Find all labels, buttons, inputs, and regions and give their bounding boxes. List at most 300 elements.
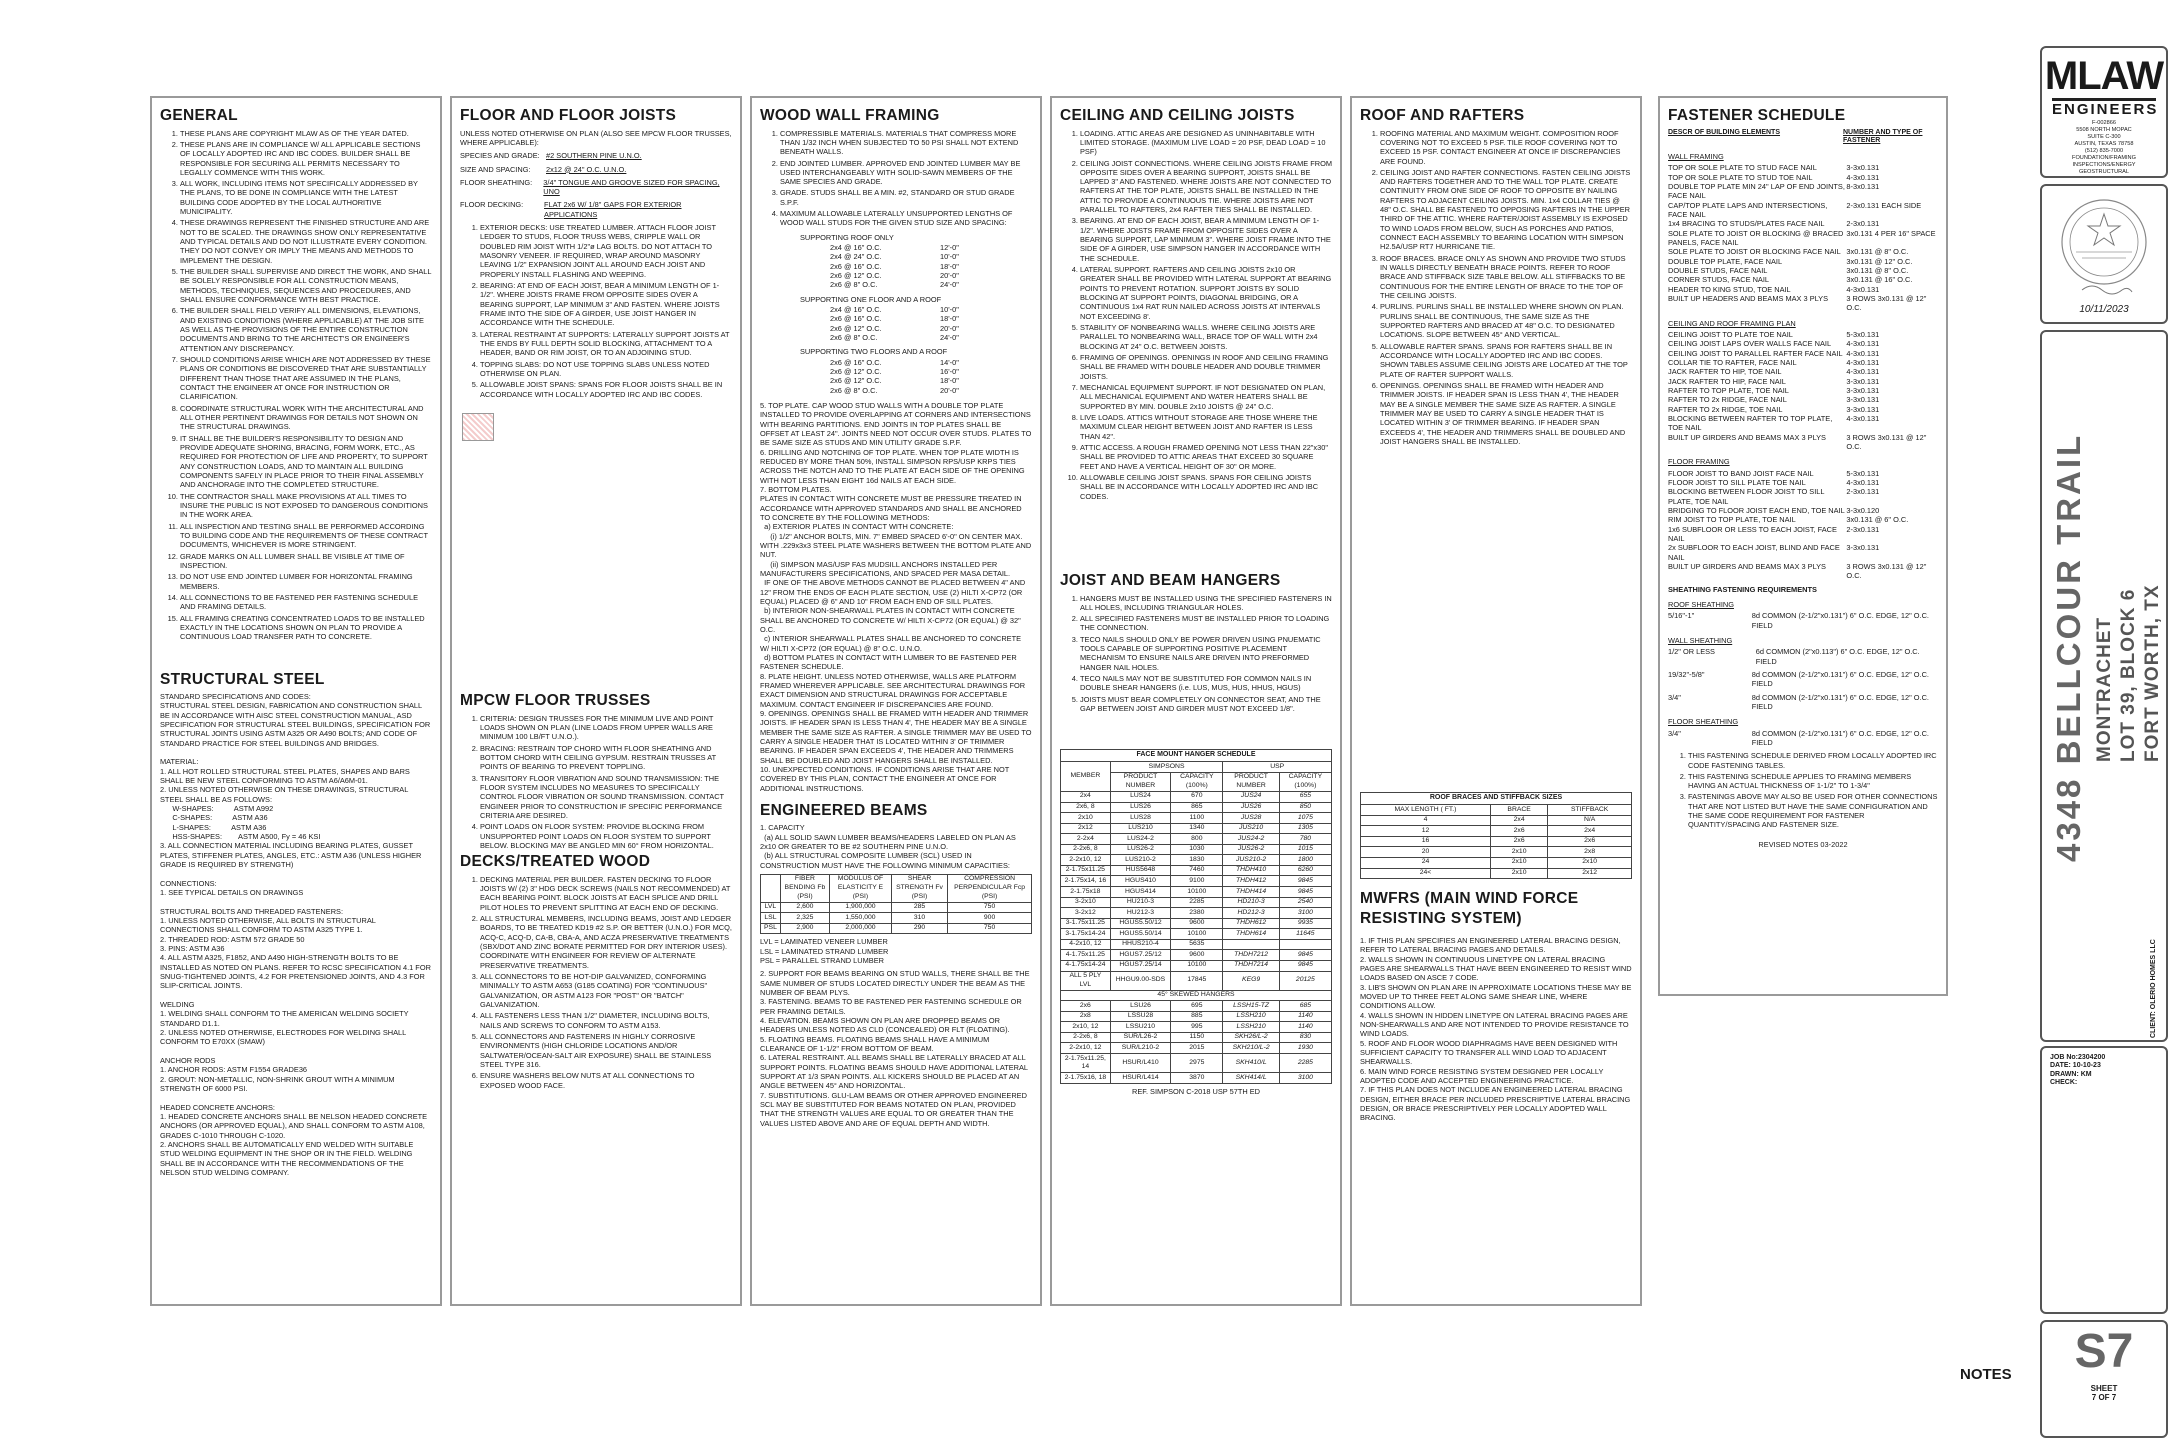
hanger-cell: 3870 xyxy=(1171,1073,1223,1084)
fastener-row xyxy=(1668,257,1938,266)
hanger-cell: HU210-3 xyxy=(1110,897,1171,908)
scl-cell: 750 xyxy=(948,902,1032,913)
general-note: 1. THESE PLANS ARE COPYRIGHT MLAW AS OF THE YEAR DATED. xyxy=(180,129,432,138)
mpcw-note: 2. BRACING: RESTRAIN TOP CHORD WITH FLOOR SHEATHING AND BOTTOM CHORD WITH CEILING GYPSUM. RESTRAIN TRUSSES AT POINTS OF BEARING TO PREVENT TOPPLING. xyxy=(480,744,732,772)
scl-capacity-table xyxy=(760,874,1032,934)
ceiling-note: 6. FRAMING OF OPENINGS. OPENINGS IN ROOF AND CEILING FRAMING SHALL BE FRAMED WITH DOUBLE HEADER AND DOUBLE TRIMMER JOISTS. xyxy=(1080,353,1332,381)
hanger-cell: HUS5648 xyxy=(1110,865,1171,876)
general-column xyxy=(150,96,442,1306)
general-note: 13. DO NOT USE END JOINTED LUMBER FOR HORIZONTAL FRAMING MEMBERS. xyxy=(180,572,432,591)
hanger-cell: HGUS5.50/12 xyxy=(1110,918,1171,929)
hanger-cell: 655 xyxy=(1279,791,1331,802)
floor-spec-row xyxy=(460,200,732,219)
hanger-cell: 865 xyxy=(1171,802,1223,813)
sheathing-nailing: 8d COMMON (2-1/2"x0.131") 6" O.C. EDGE, 12" O.C. FIELD xyxy=(1751,728,1929,747)
hanger-cell: 2015 xyxy=(1171,1043,1223,1054)
fastener-column xyxy=(1658,96,1948,996)
hanger-cell: 9845 xyxy=(1279,960,1331,971)
roof-note: 5. ALLOWABLE RAFTER SPANS. SPANS FOR RAFTERS SHALL BE IN ACCORDANCE WITH LOCALLY ADOPTED IRC AND IBC CODES. SHOWN TABLES ASSUME CEILING JOISTS ARE LOCATED AT THE TOP PLATE OF RAFTER SUPPORT WALLS. xyxy=(1380,342,1632,379)
ceiling-note: 2. CEILING JOIST CONNECTIONS. WHERE CEILING JOISTS FRAME FROM OPPOSITE SIDES OVER A BEARING SUPPORT, JOISTS SHALL BE LAPPED 3" AND FASTENED. WHERE JOISTS ARE NOT CONNECTED TO RAFTERS AT THE TOP PLATE, JOISTS SHALL BE INSTALLED IN THE ATTIC TO PROVIDE A CONTINUOUS TIE. WHERE JOISTS ARE NOT PARALLEL TO RAFTERS, 2x4 RAFTER TIES SHALL BE INSTALLED. xyxy=(1080,159,1332,215)
brace-cell: 2x12 xyxy=(1548,868,1632,879)
job-date: DATE: 10-10-23 xyxy=(2050,1062,2101,1070)
hanger-col-usp: USP xyxy=(1223,762,1332,773)
fastener-note: 1. THIS FASTENING SCHEDULE DERIVED FROM LOCALLY ADOPTED IRC CODE FASTENING TABLES. xyxy=(1688,751,1938,770)
hanger-row xyxy=(1061,865,1332,876)
decks-note: 2. ALL STRUCTURAL MEMBERS, INCLUDING BEAMS, JOIST AND LEDGER BOARDS, TO BE TREATED KD19 #2 S.P. OR BETTER (U.N.O.) FOR MCQ, ACQ-C, ACQ-D, CA-B, CBA-A, AND ACZA PRESERVATIVE TREATMENTS (SBX/DOT AND ZINC BORATE PERMITTED FOR DRY INTERIOR USES). COORDINATE WITH ENGINEER FOR REVIEW OF ALTERNATE PRESERVATIVE TREATMENTS. xyxy=(480,914,732,970)
sheathing-nailing: 8d COMMON (2-1/2"x0.131") 6" O.C. EDGE, 12" O.C. FIELD xyxy=(1751,669,1929,689)
general-note: 8. COORDINATE STRUCTURAL WORK WITH THE ARCHITECTURAL AND ALL OTHER PERTINENT DRAWINGS FOR DETAILS NOT SHOWN ON THE STRUCTURAL DRAWINGS. xyxy=(180,404,432,432)
project-address: 4348 BELLCOUR TRAIL xyxy=(2050,432,2087,862)
sheet-number: S7 xyxy=(2074,1325,2134,1378)
sheathing-thickness: 19/32"-5/8" xyxy=(1668,669,1705,679)
fastener-descr: DOUBLE STUDS, FACE NAIL xyxy=(1668,266,1768,276)
hanger-cell: 1015 xyxy=(1279,844,1331,855)
floor-spec-row xyxy=(460,178,732,197)
hanger-cell: LSSH15-TZ xyxy=(1223,1001,1279,1012)
hanger-cell: 885 xyxy=(1171,1011,1223,1022)
stud-row xyxy=(830,386,1032,395)
logo-block xyxy=(2040,46,2168,178)
scl-cell: 750 xyxy=(948,923,1032,934)
hanger-cell: 2-1.75x11.25, 14 xyxy=(1061,1054,1111,1073)
hanger-subhead: CAPACITY (100%) xyxy=(1171,772,1223,791)
hanger-subhead: PRODUCT NUMBER xyxy=(1110,772,1171,791)
hanger-skew-row xyxy=(1061,1054,1332,1073)
hanger-cell: THDH7212 xyxy=(1223,950,1279,961)
fastener-row xyxy=(1668,469,1938,478)
fastener-row xyxy=(1668,506,1938,515)
hanger-row xyxy=(1061,918,1332,929)
hanger-cell: 2-2x6, 8 xyxy=(1061,1032,1111,1043)
fastener-col-descr: DESCR OF BUILDING ELEMENTS xyxy=(1668,128,1781,136)
project-city: FORT WORTH, TX xyxy=(2142,584,2163,762)
hanger-cell: HSUR/L414 xyxy=(1110,1073,1171,1084)
hanger-cell: SKH414/L xyxy=(1223,1073,1279,1084)
brace-cell: 2x4 xyxy=(1548,826,1632,837)
hanger-cell: 1830 xyxy=(1171,855,1223,866)
hanger-cell: 1930 xyxy=(1279,1043,1331,1054)
fastener-spec: 4-3x0.131 xyxy=(1846,477,1880,487)
hanger-cell: 6260 xyxy=(1279,865,1331,876)
fastener-row xyxy=(1668,294,1938,313)
hanger-cell: HGUS7.25/12 xyxy=(1110,950,1171,961)
fastener-row xyxy=(1668,367,1938,376)
hanger-cell: 995 xyxy=(1171,1022,1223,1033)
stud-row xyxy=(830,358,1032,367)
fastener-schedule xyxy=(1668,152,1938,580)
hanger-cell: 2975 xyxy=(1171,1054,1223,1073)
sheathing-thickness: 3/4" xyxy=(1668,692,1681,702)
decks-note: 1. DECKING MATERIAL PER BUILDER. FASTEN DECKING TO FLOOR JOISTS W/ (2) 3" HDG DECK SCREWS (NAILS NOT RECOMMENDED) AT EACH BEARING POINT. BLOCK JOISTS AT EACH SPLICE AND DRILL PILOT HOLES TO PREVENT SPLITTING AT EACH END OF DECKING. xyxy=(480,875,732,912)
hanger-reference: REF. SIMPSON C-2018 USP 57TH ED xyxy=(1131,1086,1260,1096)
decks-note: 6. ENSURE WASHERS BELOW NUTS AT ALL CONNECTIONS TO EXPOSED WOOD FACE. xyxy=(480,1071,732,1090)
hanger-subhead: PRODUCT NUMBER xyxy=(1223,772,1279,791)
hanger-cell: 10100 xyxy=(1171,887,1223,898)
ceiling-note: 4. LATERAL SUPPORT. RAFTERS AND CEILING JOISTS 2x10 OR GREATER SHALL BE PROVIDED WITH LATERAL SUPPORT AT BEARING POINTS TO PREVENT ROTATION. SUPPORT JOISTS BY SOLID BLOCKING AT SUPPORT POINTS, DIAGONAL BRIDGING, OR A CONTINUOUS 1x4 RAT RUN NAILED ACROSS JOISTS AT INTERVALS NOT EXCEEDING 8'. xyxy=(1080,265,1332,321)
fastener-row xyxy=(1668,266,1938,275)
hanger-cell: 1100 xyxy=(1171,813,1223,824)
floor-spec-value: FLAT 2x6 W/ 1/8" GAPS FOR EXTERIOR APPLICATIONS xyxy=(544,200,682,219)
floor-spec-label: SIZE AND SPACING: xyxy=(460,164,531,174)
fastener-descr: HEADER TO KING STUD, TOE NAIL xyxy=(1668,284,1791,294)
stud-row xyxy=(830,252,1032,261)
hanger-cell: 2x10, 12 xyxy=(1061,1022,1111,1033)
wood-note: 3. GRADE. STUDS SHALL BE A MIN. #2, STANDARD OR STUD GRADE S.P.F. xyxy=(780,188,1032,207)
fastener-title: FASTENER SCHEDULE xyxy=(1668,107,1846,124)
mwfrs-body: 1. IF THIS PLAN SPECIFIES AN ENGINEERED LATERAL BRACING DESIGN, REFER TO LATERAL BRACING PAGES AND DETAILS. 2. WALLS SHOWN IN CONTINUOUS LINETYPE ON LATERAL BRACING PAGES ARE SHEARWALLS THAT HAVE BEEN ENGINEERED TO RESIST WIND LOADS BASED ON ASCE 7 CODE. 3. LIB'S SHOWN ON PLAN ARE IN APPROXIMATE LOCATIONS THESE MAY BE MOVED UP TO THREE FEET ALONG SAME SHEAR LINE, WHERE CONDITIONS ALLOW. 4. WALLS SHOWN IN HIDDEN LINETYPE ON LATERAL BRACING PAGES ARE NON-SHEARWALLS AND ARE NOT INTENDED TO PROVIDE RESISTANCE TO WIND LOADS. 5. ROOF AND FLOOR WOOD DIAPHRAGMS HAVE BEEN DESIGNED WITH SUFFICIENT CAPACITY TO TRANSFER ALL WIND LOAD TO ADJACENT SHEARWALLS. 6. MAIN WIND FORCE RESISTING SYSTEM DESIGNED PER LOCALLY ADOPTED CODE AND ACCEPTED ENGINEERING PRACTICE. 7. IF THIS PLAN DOES NOT INCLUDE AN ENGINEERED LATERAL BRACING DESIGN, EITHER BRACE PER INCLUDED PRESCRIPTIVE LATERAL BRACING DESIGN, OR BRACE PRESCRIPTIVELY PER LOCALLY ADOPTED WALL BRACING. xyxy=(1360,936,1632,1123)
wood-body: 5. TOP PLATE. CAP WOOD STUD WALLS WITH A DOUBLE TOP PLATE INSTALLED TO PROVIDE OVERLAPPING AT CORNERS AND INTERSECTIONS WITH BEARING PARTITIONS. END JOINTS IN TOP PLATES SHALL BE OFFSET AT LEAST 24". JOINTS NEED NOT OCCUR OVER STUDS. PLATES TO BE SAME SIZE AS STUDS AND MIN UTILITY GRADE S.P.F. 6. DRILLING AND NOTCHING OF TOP PLATE. WHEN TOP PLATE WIDTH IS REDUCED BY MORE THAN 50%, INSTALL SIMPSON RPS/USP KRPS TIES ACROSS THE NOTCH AND TO THE PLATE AT EACH SIDE OF THE OPENING WITH NOT LESS THAN EIGHT 16d NAILS AT EACH SIDE. 7. BOTTOM PLATES. PLATES IN CONTACT WITH CONCRETE MUST BE PRESSURE TREATED IN ACCORDANCE WITH APPROVED STANDARDS AND SHALL BE ANCHORED TO CONCRETE BY THE FOLLOWING METHODS: a) EXTERIOR PLATES IN CONTACT WITH CONCRETE: (i) 1/2" ANCHOR BOLTS, MIN. 7" EMBED SPACED 6'-0" ON CENTER MAX. WITH .229x3x3 STEEL PLATE WASHERS BETWEEN THE BOTTOM PLATE AND NUT. (ii) SIMPSON MAS/USP FAS MUDSILL ANCHORS INSTALLED PER MANUFACTURERS SPECIFICATIONS, AND SPACED PER MASA DETAIL. IF ONE OF THE ABOVE METHODS CANNOT BE PLACED BETWEEN 4" AND 12" FROM THE ENDS OF EACH PLATE SECTION, USE (2) HILTI X-CP72 (OR EQUAL) PLACED @ 6" AND 10" FROM EACH END OF SILL PLATES. b) INTERIOR NON-SHEARWALL PLATES IN CONTACT WITH CONCRETE SHALL BE ANCHORED TO CONCRETE W/ HILTI X-CP72 (OR EQUAL) @ 32" O.C. c) INTERIOR SHEARWALL PLATES SHALL BE ANCHORED TO CONCRETE W/ HILTI X-CP72 (OR EQUAL) @ 8" O.C. U.N.O. d) BOTTOM PLATES IN CONTACT WITH LUMBER TO BE FASTENED PER FASTENER SCHEDULE. 8. PLATE HEIGHT. UNLESS NOTED OTHERWISE, WALLS ARE PLATFORM FRAMED WHEREVER APPLICABLE. SEE ARCHITECTURAL DRAWINGS FOR EXACT DIMENSION AND STRUCTURAL DRAWINGS FOR ACCEPTABLE MAXIMUM. CONTACT ENGINEER IF DISCREPANCIES ARE FOUND. 9. OPENINGS. OPENINGS SHALL BE FRAMED WITH HEADER AND TRIMMER JOISTS. IF HEADER SPAN IS LESS THAN 4', THE HEADER MAY BE A SINGLE MEMBER THE SAME SIZE AS RAFTER. A SINGLE TRIMMER MAY BE USED TO CARRY A SINGLE HEADER THAT IS LOCATED WITHIN 3' OF TRIMMER BEARING. IF HEADER SPAN EXCEEDS 4', THE HEADER AND TRIMMERS SHALL BE DOUBLED AND JOIST HANGERS SHALL BE INSTALLED. 10. UNEXPECTED CONDITIONS. IF CONDITIONS ARISE THAT ARE NOT COVERED BY THIS PLAN, CONTACT THE ENGINEER AT ONCE FOR ADDITIONAL INSTRUCTIONS. xyxy=(760,401,1032,793)
floor-spec-value: 3/4" TONGUE AND GROOVE SIZED FOR SPACING, UNO xyxy=(543,177,720,197)
hanger-cell: JUS24-2 xyxy=(1223,834,1279,845)
decks-note: 3. ALL CONNECTORS TO BE HOT-DIP GALVANIZED, CONFORMING MINIMALLY TO ASTM A653 (G185 COATING) FOR "CONTINUOUS" GALVANIZATION, OR ASTM A123 FOR "POST" OR "BATCH" GALVANIZATION. xyxy=(480,972,732,1009)
fastener-spec: 3-3x0.131 xyxy=(1846,404,1880,414)
hanger-cell: THDH7214 xyxy=(1223,960,1279,971)
stud-size: 2x6 @ 8" O.C. xyxy=(830,333,878,343)
stud-row xyxy=(830,324,1032,333)
roof-column xyxy=(1350,96,1642,1306)
general-note: 6. THE BUILDER SHALL FIELD VERIFY ALL DIMENSIONS, ELEVATIONS, AND EXISTING CONDITIONS (WHERE APPLICABLE) AT THE JOB SITE AS WELL AS THE PROVISIONS OF THE ENTIRE CONSTRUCTION DOCUMENTS AND BRING TO THE ARCHITECT'S OR ENGINEER'S ATTENTION ANY DISCREPANCY. xyxy=(180,306,432,353)
project-block xyxy=(2040,330,2168,1042)
sheathing-row xyxy=(1668,647,1938,666)
ceiling-note: 1. LOADING. ATTIC AREAS ARE DESIGNED AS UNINHABITABLE WITH LIMITED STORAGE. (MAXIMUM LIVE LOAD = 20 PSF, DEAD LOAD = 10 PSF) xyxy=(1080,129,1332,157)
stud-row xyxy=(830,262,1032,271)
fastener-row xyxy=(1668,349,1938,358)
hanger-cell: LSU26 xyxy=(1110,1001,1171,1012)
hanger-cell: 2x4 xyxy=(1061,791,1111,802)
hanger-cell: SUR/L26-2 xyxy=(1110,1032,1171,1043)
hanger-cell: 9100 xyxy=(1171,876,1223,887)
stud-size: 2x6 @ 12" O.C. xyxy=(830,323,882,333)
floor-notes xyxy=(460,223,732,399)
hanger-schedule-title: FACE MOUNT HANGER SCHEDULE xyxy=(1060,749,1332,761)
hanger-skew-header xyxy=(1061,990,1332,1001)
stud-size: 2x4 @ 16" O.C. xyxy=(830,305,882,315)
stud-height: 18'-0" xyxy=(940,261,959,271)
scl-cell: 1,550,000 xyxy=(830,913,892,924)
fastener-spec: 8-3x0.131 xyxy=(1846,182,1880,192)
job-drawn: DRAWN: KM xyxy=(2050,1070,2092,1078)
mpcw-title: MPCW FLOOR TRUSSES xyxy=(460,692,651,710)
fastener-spec: 3-3x0.131 xyxy=(1846,395,1880,405)
hanger-cell: HHGU9.00-SDS xyxy=(1110,971,1171,990)
stud-row xyxy=(830,271,1032,280)
hanger-row xyxy=(1061,802,1332,813)
hanger-cell: 1340 xyxy=(1171,823,1223,834)
fastener-descr: BRIDGING TO FLOOR JOIST EACH END, TOE NAIL xyxy=(1668,505,1845,515)
floor-spec-value: 2x12 @ 24" O.C. U.N.O. xyxy=(546,164,627,174)
brace-cell: 2x10 xyxy=(1490,868,1547,879)
hanger-skew-row xyxy=(1061,1032,1332,1043)
fastener-spec: 4-3x0.131 xyxy=(1846,358,1880,368)
hanger-cell: 4-2x10, 12 xyxy=(1061,939,1111,950)
fastener-row xyxy=(1668,330,1938,339)
fastener-row xyxy=(1668,562,1938,581)
hanger-cell xyxy=(1279,939,1331,950)
scl-cell: 2,600 xyxy=(780,902,829,913)
fastener-descr: BUILT UP HEADERS AND BEAMS MAX 3 PLYS xyxy=(1668,294,1829,304)
roof-title: ROOF AND RAFTERS xyxy=(1360,107,1525,124)
hanger-cell: 3-1.75x11.25 xyxy=(1061,918,1111,929)
hanger-skew-title: 45° SKEWED HANGERS xyxy=(1061,990,1332,1001)
brace-col-header: STIFFBACK xyxy=(1548,805,1632,816)
hanger-cell: 800 xyxy=(1171,834,1223,845)
hanger-cell: 2-2x10, 12 xyxy=(1061,855,1111,866)
hanger-cell: LUS24 xyxy=(1110,791,1171,802)
general-note: 5. THE BUILDER SHALL SUPERVISE AND DIRECT THE WORK, AND SHALL BE SOLELY RESPONSIBLE FOR ALL CONSTRUCTION MEANS, METHODS, TECHNIQUES, SEQUENCES AND PROCEDURES, AND SHALL ENSURE CONFORMANCE WITH BEST PRACTICE. xyxy=(180,267,432,304)
fastener-spec: 4-3x0.131 xyxy=(1846,284,1880,294)
mpcw-note: 3. TRANSITORY FLOOR VIBRATION AND SOUND TRANSMISSION: THE FLOOR SYSTEM INCLUDES NO MEASURES TO SPECIFICALLY CONTROL FLOOR VIBRATION OR SOUND TRANSMISSION. CONTACT ENGINEER PRIOR TO CONSTRUCTION IF SPECIFIC PERFORMANCE CRITERIA ARE DESIRED. xyxy=(480,774,732,821)
scl-cell: 2,900 xyxy=(780,923,829,934)
hanger-cell: 1140 xyxy=(1279,1022,1331,1033)
fastener-descr: BUILT UP GIRDERS AND BEAMS MAX 3 PLYS xyxy=(1668,561,1826,571)
hanger-cell: LSSU28 xyxy=(1110,1011,1171,1022)
hanger-cell: SKH210/L-2 xyxy=(1223,1043,1279,1054)
general-title: GENERAL xyxy=(160,107,238,124)
floor-title: FLOOR AND FLOOR JOISTS xyxy=(460,107,677,124)
fastener-spec: 5-3x0.131 xyxy=(1846,330,1880,340)
hanger-cell: 2-1.75x11.25 xyxy=(1061,865,1111,876)
hanger-cell: LSSH210 xyxy=(1223,1022,1279,1033)
fastener-descr: CAP/TOP PLATE LAPS AND INTERSECTIONS, FACE NAIL xyxy=(1668,200,1828,220)
fastener-spec: 2-3x0.131 xyxy=(1846,219,1880,229)
fastener-spec: 4-3x0.131 xyxy=(1846,367,1880,377)
stud-height: 24'-0" xyxy=(940,333,959,343)
scl-cell: 2,325 xyxy=(780,913,829,924)
fastener-spec: 3x0.131 4 PER 16" SPACE xyxy=(1846,228,1936,238)
fastener-descr: JACK RAFTER TO HIP, TOE NAIL xyxy=(1668,367,1782,377)
fastener-descr: CEILING JOIST TO PLATE TOE NAIL xyxy=(1668,330,1793,340)
hanger-cell: LUS26 xyxy=(1110,802,1171,813)
sheathing-nailing: 6d COMMON (2"x0.113") 6" O.C. EDGE, 12" O.C. FIELD xyxy=(1755,647,1920,666)
hanger-cell: 2540 xyxy=(1279,897,1331,908)
mpcw-note: 1. CRITERIA: DESIGN TRUSSES FOR THE MINIMUM LIVE AND POINT LOADS SHOWN ON PLAN (LINE LOADS FROM UPPER WALLS ARE MINIMUM 100 LB/FT U.N.O.). xyxy=(480,714,732,742)
fastener-descr: BUILT UP GIRDERS AND BEAMS MAX 3 PLYS xyxy=(1668,432,1826,442)
fastener-spec: 4-3x0.131 xyxy=(1846,348,1880,358)
stud-group-label: SUPPORTING ONE FLOOR AND A ROOF xyxy=(800,294,942,304)
hanger-cell: 10100 xyxy=(1171,960,1223,971)
hanger-cell: HHUS210-4 xyxy=(1110,939,1171,950)
ceiling-note: 3. BEARING. AT END OF EACH JOIST, BEAR A MINIMUM LENGTH OF 1-1/2". WHERE JOISTS FRAME FROM OPPOSITE SIDES OVER A BEARING SUPPORT, LAP MINIMUM 3". WHERE JOIST FRAME INTO THE SIDE OF A GIRDER, USE SIMPSON HANGER IN ACCORDANCE WITH THE SCHEDULE. xyxy=(1080,216,1332,263)
fastener-spec: 3x0.131 @ 8" O.C. xyxy=(1846,266,1909,276)
brace-cell: 20 xyxy=(1361,847,1491,858)
sheathing-row xyxy=(1668,611,1938,630)
brace-cell: 4 xyxy=(1361,815,1491,826)
sheathing-group-label: ROOF SHEATHING xyxy=(1668,599,1734,609)
client-name: CLIENT: OLERIO HOMES LLC xyxy=(2150,939,2157,1038)
fastener-spec: 4-3x0.131 xyxy=(1846,172,1880,182)
hanger-cell: 2285 xyxy=(1279,1054,1331,1073)
fastener-col-number: NUMBER AND TYPE OF FASTENER xyxy=(1843,128,1923,145)
stud-group-label: SUPPORTING ROOF ONLY xyxy=(800,232,894,242)
brace-row xyxy=(1361,826,1632,837)
structural-steel-body: STANDARD SPECIFICATIONS AND CODES: STRUCTURAL STEEL DESIGN, FABRICATION AND CONSTRUCTION SHALL BE IN ACCORDANCE WITH AISC STEEL CONSTRUCTION MANUAL, ASD SPECIFICATION FOR STRUCTURAL STEEL BUILDINGS, SPECIFICATION FOR STRUCTURAL JOINTS USING ASTM A325 OR A490 BOLTS; AND CODE OF STANDARD PRACTICE FOR STEEL BUILDINGS AND BRIDGES. MATERIAL: 1. ALL HOT ROLLED STRUCTURAL STEEL PLATES, SHAPES AND BARS SHALL BE NEW STEEL CONFORMING TO ASTM A6/A6M-01. 2. UNLESS NOTED OTHERWISE ON THESE DRAWINGS, STRUCTURAL STEEL SHALL BE AS FOLLOWS: W-SHAPES: ASTM A992 C-SHAPES: ASTM A36 L-SHAPES: ASTM A36 HSS-SHAPES: ASTM A500, Fy = 46 KSI 3. ALL CONNECTION MATERIAL INCLUDING BEARING PLATES, GUSSET PLATES, STIFFENER PLATES, ANGLES, ETC.: ASTM A36 (UNLESS HIGHER GRADE IS REQUIRED BY STRENGTH) CONNECTIONS: 1. SEE TYPICAL DETAILS ON DRAWINGS STRUCTURAL BOLTS AND THREADED FASTENERS: 1. UNLESS NOTED OTHERWISE, ALL BOLTS IN STRUCTURAL CONNECTIONS SHALL CONFORM TO ASTM A325 TYPE 1. 2. THREADED ROD: ASTM 572 GRADE 50 3. PINS: ASTM A36 4. ALL ASTM A325, F1852, AND A490 HIGH-STRENGTH BOLTS TO BE INSTALLED AS NOTED ON PLANS. REFER TO RCSC SPECIFICATION 4.1 FOR SNUG-TIGHTENED JOINTS, 4.2 FOR PRETENSIONED JOINTS, AND 4.3 FOR SLIP-CRITICAL JOINTS. WELDING 1. WELDING SHALL CONFORM TO THE AMERICAN WELDING SOCIETY STANDARD D1.1. 2. UNLESS NOTED OTHERWISE, ELECTRODES FOR WELDING SHALL CONFORM TO E70XX (SMAW) ANCHOR RODS 1. ANCHOR RODS: ASTM F1554 GRADE36 2. GROUT: NON-METALLIC, NON-SHRINK GROUT WITH A MINIMUM STRENGTH OF 6000 PSI. HEADED CONCRETE ANCHORS: 1. HEADED CONCRETE ANCHORS SHALL BE NELSON HEADED CONCRETE ANCHORS (OR APPROVED EQUAL), AND SHALL CONFORM TO ASTM A108, GRADES C-1010 THROUGH C-1020. 2. ANCHORS SHALL BE AUTOMATICALLY END WELDED WITH SUITABLE STUD WELDING EQUIPMENT IN THE SHOP OR IN THE FIELD. WELDING SHALL BE IN ACCORDANCE WITH THE RECOMMENDATIONS OF THE NELSON STUD WELDING COMPANY. xyxy=(160,692,431,1177)
floor-spec-label: FLOOR SHEATHING: xyxy=(460,177,533,187)
hanger-cell: 9845 xyxy=(1279,950,1331,961)
hanger-row xyxy=(1061,823,1332,834)
fastener-spec: 3-3x0.131 xyxy=(1846,163,1880,173)
stud-size: 2x6 @ 8" O.C. xyxy=(830,385,878,395)
fastener-row xyxy=(1668,543,1938,562)
fastener-spec: 3x0.131 @ 16" O.C. xyxy=(1846,275,1913,285)
fastener-descr: DOUBLE TOP PLATE MIN 24" LAP OF END JOINTS, FACE NAIL xyxy=(1668,182,1845,201)
hanger-cell: JUS210 xyxy=(1223,823,1279,834)
fastener-spec: 3 ROWS 3x0.131 @ 12" O.C. xyxy=(1846,561,1927,581)
fastener-descr: CORNER STUDS, FACE NAIL xyxy=(1668,275,1770,285)
roof-note: 2. CEILING JOIST AND RAFTER CONNECTIONS. FASTEN CEILING JOISTS AND RAFTERS TOGETHER AND TO THE WALL TOP PLATE. CREATE CONTINUITY FROM ONE SIDE OF ROOF TO OPPOSITE BY NAILING RAFTERS TO ADJACENT CEILING JOISTS. MIN. 1x4 COLLAR TIES @ 48" O.C. SHALL BE FASTENED TO OPPOSING RAFTERS IN THE UPPER THIRD OF THE ATTIC. WHERE RAFTER/JOIST ASSEMBLY IS EXPOSED TO WIND LOADS FROM BELOW, SUCH AS PORCHES AND PATIOS, CONNECT EACH ASSEMBLY TO BEARING LOCATION WITH SIMPSON H2.5A/USP RT7 HURRICANE TIE. xyxy=(1380,168,1632,252)
fastener-row xyxy=(1668,515,1938,524)
sheathing-group-label: WALL SHEATHING xyxy=(1668,635,1733,645)
fastener-spec: 2-3x0.131 xyxy=(1846,524,1880,534)
hanger-cell: 670 xyxy=(1171,791,1223,802)
hanger-cell: 9600 xyxy=(1171,950,1223,961)
fastener-spec: 3-3x0.131 xyxy=(1846,376,1880,386)
fastener-descr: COLLAR TIE TO RAFTER, FACE NAIL xyxy=(1668,358,1797,368)
hanger-cell: HGUS5.50/14 xyxy=(1110,929,1171,940)
scl-row xyxy=(761,923,1032,934)
hanger-cell: 2-2x6, 8 xyxy=(1061,844,1111,855)
hanger-cell: 850 xyxy=(1279,802,1331,813)
brace-row xyxy=(1361,847,1632,858)
structural-steel-title: STRUCTURAL STEEL xyxy=(160,670,325,688)
hanger-cell: 9845 xyxy=(1279,887,1331,898)
fastener-row xyxy=(1668,229,1938,248)
hanger-cell: 3100 xyxy=(1279,908,1331,919)
scl-col-header: COMPRESSION PERPENDICULAR Fcp (PSI) xyxy=(948,874,1032,902)
mpcw-note: 4. POINT LOADS ON FLOOR SYSTEM: PROVIDE BLOCKING FROM UNSUPPORTED POINT LOADS ON FLOOR SYSTEM TO SUPPORT BELOW. BLOCKING MAY BE ANGLED MIN 60° FROM HORIZONTAL. xyxy=(480,822,732,850)
hanger-row xyxy=(1061,908,1332,919)
hanger-row xyxy=(1061,876,1332,887)
hanger-cell: 2-1.75x14, 16 xyxy=(1061,876,1111,887)
fastener-spec: 4-3x0.131 xyxy=(1846,414,1880,423)
scl-row xyxy=(761,902,1032,913)
stud-height: 20'-0" xyxy=(940,385,959,395)
brace-cell: N/A xyxy=(1548,815,1632,826)
fastener-descr: 1x6 SUBFLOOR OR LESS TO EACH JOIST, FACE NAIL xyxy=(1668,524,1837,543)
sheathing-row xyxy=(1668,729,1938,748)
sheathing-thickness: 3/4" xyxy=(1668,728,1681,738)
fastener-notes xyxy=(1668,751,1938,830)
scl-col-header: MODULUS OF ELASTICITY E (PSI) xyxy=(830,874,892,902)
hanger-cell: 1075 xyxy=(1279,813,1331,824)
hanger-cell: 2-2x10, 12 xyxy=(1061,1043,1111,1054)
general-note: 4. THESE DRAWINGS REPRESENT THE FINISHED STRUCTURE AND ARE NOT TO BE SCALED. THE DRAWINGS SHOW ONLY REPRESENTATIVE AND TYPICAL DETAILS AND DO NOT ILLUSTRATE EVERY CONDITION. THEY DO NOT CONVEY OR IMPLY THE MEANS AND METHODS TO IMPLEMENT THE DESIGN. xyxy=(180,218,432,265)
hanger-cell: 2-1.75x18 xyxy=(1061,887,1111,898)
hanger-cell: 2x8 xyxy=(1061,1011,1111,1022)
job-number: JOB No:2304200 xyxy=(2050,1054,2106,1061)
fastener-descr: CEILING JOIST LAPS OVER WALLS FACE NAIL xyxy=(1668,339,1832,349)
fastener-row xyxy=(1668,386,1938,395)
floor-note: 4. TOPPING SLABS: DO NOT USE TOPPING SLABS UNLESS NOTED OTHERWISE ON PLAN. xyxy=(480,360,732,379)
hanger-cell: THDH410 xyxy=(1223,865,1279,876)
fastener-descr: FLOOR JOIST TO SILL PLATE TOE NAIL xyxy=(1668,477,1806,487)
fastener-descr: 1x4 BRACING TO STUDS/PLATES FACE NAIL xyxy=(1668,219,1825,229)
sheathing-thickness: 1/2" OR LESS xyxy=(1668,647,1715,657)
decks-note: 5. ALL CONNECTORS AND FASTENERS IN HIGHLY CORROSIVE ENVIRONMENTS (HIGH CHLORIDE LOCATIONS AND/OR SALTWATER/OCEAN-SALT AIR EXPOSURE) SHALL BE STAINLESS STEEL TYPE 316. xyxy=(480,1032,732,1069)
fastener-descr: 2x SUBFLOOR TO EACH JOIST, BLIND AND FACE NAIL xyxy=(1668,543,1840,562)
stud-height: 10'-0" xyxy=(940,305,959,315)
fastener-row xyxy=(1668,247,1938,256)
hanger-skew-row xyxy=(1061,1073,1332,1084)
roof-note: 3. ROOF BRACES. BRACE ONLY AS SHOWN AND PROVIDE TWO STUDS IN WALLS DIRECTLY BENEATH BRACE POINTS. REFER TO ROOF BRACE AND STIFFBACK SIZE TABLE BELOW. ALL STIFFBACKS TO BE CONTINUOUS FOR THE ENTIRE LENGTH OF BRACE TO THE TOP OF THE CEILING JOISTS. xyxy=(1380,254,1632,301)
hanger-cell: HD212-3 xyxy=(1223,908,1279,919)
scl-abbreviations: LVL = LAMINATED VENEER LUMBER LSL = LAMINATED STRAND LUMBER PSL = PARALLEL STRAND LUMBER xyxy=(760,937,889,966)
general-note: 7. SHOULD CONDITIONS ARISE WHICH ARE NOT ADDRESSED BY THESE PLANS OR CONDITIONS BE DISCOVERED THAT ARE SUBSTANTIALLY DIFFERENT THAN THOSE THAT ARE ASSUMED IN THE PLANS, CONTACT THE ENGINEER AT ONCE FOR INSTRUCTION OR CLARIFICATION. xyxy=(180,355,432,402)
hanger-cell: 3-2x12 xyxy=(1061,908,1111,919)
hanger-cell: HD210-3 xyxy=(1223,897,1279,908)
sheathing-schedule xyxy=(1668,600,1938,747)
joist-note: 3. TECO NAILS SHOULD ONLY BE POWER DRIVEN USING PNUEMATIC TOOLS CAPABLE OF SUPPORTING POSITIVE PLACEMENT MECHANISM TO ENSURE NAILS ARE DRIVEN INTO PREFORMED HANGER NAIL HOLES. xyxy=(1080,635,1332,672)
brace-col-header: BRACE xyxy=(1490,805,1547,816)
fastener-row xyxy=(1668,405,1938,414)
fastener-descr: RAFTER TO 2x RIDGE, FACE NAIL xyxy=(1668,395,1787,405)
hanger-cell: 9845 xyxy=(1279,876,1331,887)
brace-cell: 12 xyxy=(1361,826,1491,837)
fastener-descr: BLOCKING BETWEEN FLOOR JOIST TO SILL PLATE, TOE NAIL xyxy=(1668,487,1825,506)
fastener-row xyxy=(1668,433,1938,452)
wood-note: 1. COMPRESSIBLE MATERIALS. MATERIALS THAT COMPRESS MORE THAN 1/32 INCH WHEN SUBJECTED TO 50 PSI SHALL NOT EXTEND BENEATH WALLS. xyxy=(780,129,1032,157)
scl-cell: 290 xyxy=(891,923,947,934)
fastener-descr: RAFTER TO 2x RIDGE, TOE NAIL xyxy=(1668,404,1783,414)
hanger-row xyxy=(1061,971,1332,990)
scl-cell: LVL xyxy=(761,902,781,913)
hanger-cell: HSUR/L410 xyxy=(1110,1054,1171,1073)
joist-hangers-title: JOIST AND BEAM HANGERS xyxy=(1060,571,1281,589)
brace-cell: 2x6 xyxy=(1490,826,1547,837)
hanger-cell: 3-2x10 xyxy=(1061,897,1111,908)
engineered-beams-title: ENGINEERED BEAMS xyxy=(760,801,928,819)
hanger-cell: KEG9 xyxy=(1223,971,1279,990)
mpcw-notes xyxy=(460,714,732,851)
hanger-cell: 2380 xyxy=(1171,908,1223,919)
hanger-schedule-table xyxy=(1060,761,1332,1083)
hanger-skew-row xyxy=(1061,1043,1332,1054)
stud-height: 16'-0" xyxy=(940,367,959,377)
hanger-cell: 685 xyxy=(1279,1001,1331,1012)
hanger-cell: LUS210 xyxy=(1110,823,1171,834)
floor-note: 1. EXTERIOR DECKS: USE TREATED LUMBER. ATTACH FLOOR JOIST LEDGER TO STUDS, FLOOR TRUSS WEBS, CRIPPLE WALL OR DOUBLED RIM JOIST WITH 1/2"ø LAG BOLTS. DO NOT ATTACH TO MASONRY VENEER. IF REQUIRED, WRAP AROUND MASONRY LEAVING 1/2" EXPANSION JOINT ALL AROUND EACH JOIST AND PROPERLY INSTALL FLASHING AND WEEPING. xyxy=(480,223,732,279)
scl-cell: 285 xyxy=(891,902,947,913)
floor-note: 3. LATERAL RESTRAINT AT SUPPORTS: LATERALLY SUPPORT JOISTS AT THE ENDS BY FULL DEPTH SOLID BLOCKING, ATTACHMENT TO A HEADER, BAND OR RIM JOIST, OR TO AN ADJOINING STUD. xyxy=(480,330,732,358)
hanger-skew-row xyxy=(1061,1011,1332,1022)
sheathing-row xyxy=(1668,693,1938,712)
hanger-cell: 1140 xyxy=(1279,1011,1331,1022)
fastener-spec: 3-3x0.131 xyxy=(1846,386,1880,396)
seal-block xyxy=(2040,184,2168,324)
project-subdivision: MONTRACHET xyxy=(2094,616,2115,762)
scl-cell: 2,000,000 xyxy=(830,923,892,934)
hanger-cell: HGUS7.25/14 xyxy=(1110,960,1171,971)
stud-row xyxy=(830,367,1032,376)
stud-group-label: SUPPORTING TWO FLOORS AND A ROOF xyxy=(800,347,948,357)
hanger-cell: 695 xyxy=(1171,1001,1223,1012)
wood-column xyxy=(750,96,1042,1306)
fastener-spec: 5-3x0.131 xyxy=(1846,468,1880,478)
hanger-cell: 1030 xyxy=(1171,844,1223,855)
stud-size: 2x6 @ 16" O.C. xyxy=(830,261,882,271)
fastener-row xyxy=(1668,219,1938,228)
fastener-row xyxy=(1668,525,1938,544)
roof-note: 4. PURLINS. PURLINS SHALL BE INSTALLED WHERE SHOWN ON PLAN. PURLINS SHALL BE CONTINUOUS, THE SAME SIZE AS THE SUPPORTED RAFTERS AND BRACED AT 48" O.C. TO DESIGNATED LOCATIONS. SLOPE BETWEEN 45° AND VERTICAL. xyxy=(1380,302,1632,339)
hanger-cell: JUS26-2 xyxy=(1223,844,1279,855)
floor-spec-value: #2 SOUTHERN PINE U.N.O. xyxy=(546,151,642,161)
company-logo-sub: ENGINEERS xyxy=(2052,98,2156,118)
stud-size: 2x6 @ 16" O.C. xyxy=(830,357,882,367)
floor-note: 5. ALLOWABLE JOIST SPANS: SPANS FOR FLOOR JOISTS SHALL BE IN ACCORDANCE WITH LOCALLY ADOPTED IRC AND IBC CODES. xyxy=(480,380,732,399)
fastener-row xyxy=(1668,285,1938,294)
roof-notes xyxy=(1360,129,1632,447)
hanger-subhead: CAPACITY (100%) xyxy=(1279,772,1331,791)
brace-row xyxy=(1361,815,1632,826)
